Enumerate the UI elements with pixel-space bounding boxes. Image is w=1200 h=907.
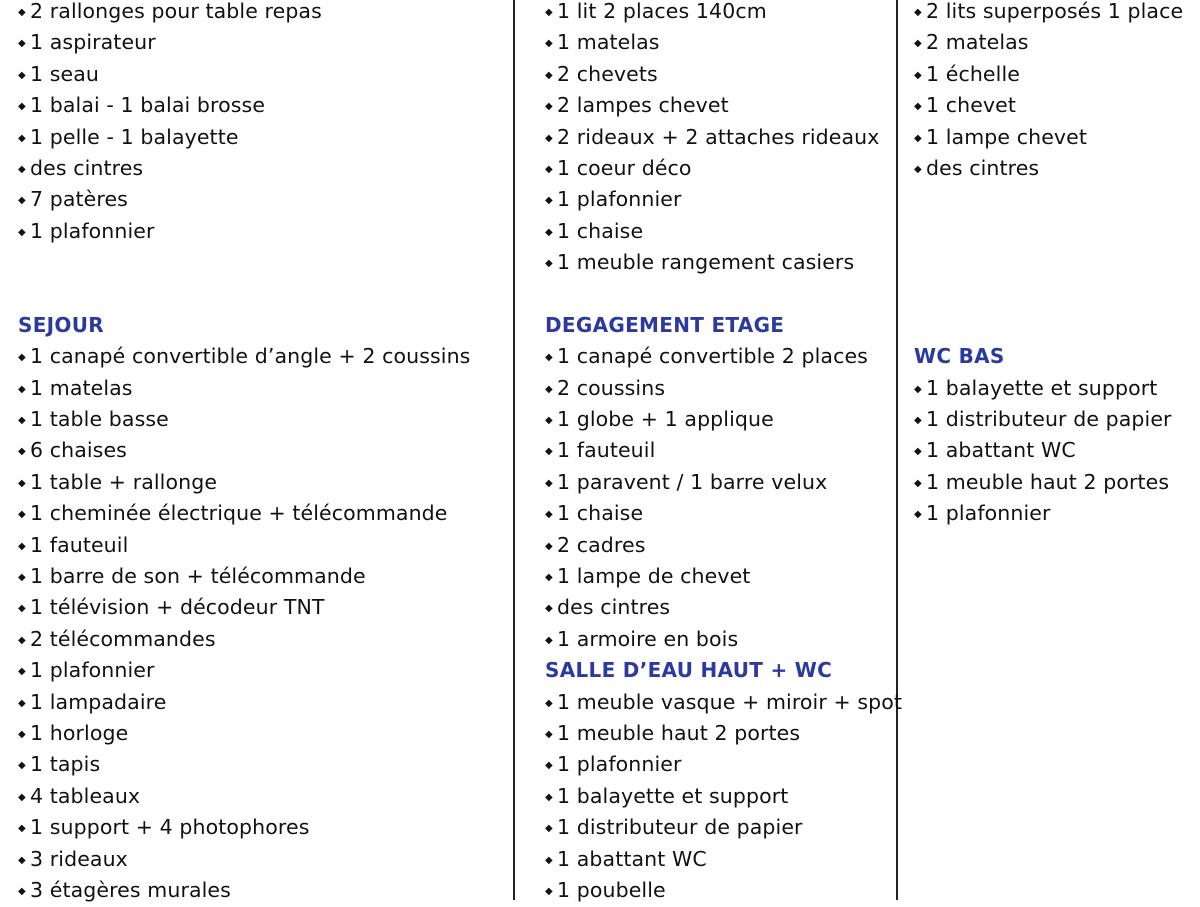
- inventory-item-label: 1 chevet: [926, 93, 1017, 118]
- inventory-item-label: 1 matelas: [30, 375, 133, 400]
- inventory-item: [545, 530, 893, 561]
- inventory-item-label: 2 rallonges pour table repas: [30, 0, 322, 23]
- inventory-item: [914, 27, 1200, 58]
- diamond-bullet-icon: ◆: [18, 728, 26, 740]
- section-spacer: [914, 279, 1200, 310]
- section-heading: WC BAS: [914, 344, 1005, 369]
- inventory-item: [545, 875, 893, 906]
- column-divider-2: [896, 0, 898, 900]
- diamond-bullet-icon: ◆: [545, 163, 553, 175]
- inventory-item: [545, 844, 893, 875]
- diamond-bullet-icon: ◆: [545, 572, 553, 584]
- inventory-item: [18, 341, 508, 372]
- diamond-bullet-icon: ◆: [18, 7, 26, 18]
- diamond-bullet-icon: ◆: [545, 38, 553, 50]
- inventory-item-label: 1 lampe chevet: [926, 124, 1087, 149]
- diamond-bullet-icon: ◆: [545, 509, 553, 521]
- diamond-bullet-icon: ◆: [18, 352, 26, 364]
- section-spacer: [18, 279, 508, 310]
- inventory-item: [914, 498, 1200, 529]
- inventory-item: [545, 467, 893, 498]
- inventory-item-label: 4 tableaux: [30, 783, 141, 808]
- inventory-item-label: 1 barre de son + télécommande: [30, 564, 366, 589]
- diamond-bullet-icon: ◆: [914, 7, 922, 18]
- inventory-item-label: 1 meuble vasque + miroir + spot: [557, 689, 903, 714]
- inventory-item-label: 1 globe + 1 applique: [557, 407, 774, 432]
- section-spacer: [545, 279, 893, 310]
- diamond-bullet-icon: ◆: [18, 666, 26, 678]
- diamond-bullet-icon: ◆: [545, 446, 553, 458]
- inventory-item: [545, 59, 893, 90]
- inventory-item: [914, 435, 1200, 466]
- inventory-item: [18, 781, 508, 812]
- inventory-item-label: 1 cheminée électrique + télécommande: [30, 501, 448, 526]
- inventory-item-label: 1 télévision + décodeur TNT: [30, 595, 325, 620]
- inventory-item: [18, 875, 508, 906]
- section-heading: DEGAGEMENT ETAGE: [545, 312, 785, 337]
- inventory-item: [18, 404, 508, 435]
- inventory-item: [545, 561, 893, 592]
- inventory-item: [545, 498, 893, 529]
- inventory-item: [18, 561, 508, 592]
- inventory-item-label: 2 lits superposés 1 place: [926, 0, 1184, 23]
- diamond-bullet-icon: ◆: [18, 38, 26, 50]
- column-divider-1: [513, 0, 515, 900]
- inventory-item: [18, 467, 508, 498]
- inventory-item: [18, 718, 508, 749]
- diamond-bullet-icon: ◆: [545, 697, 553, 709]
- diamond-bullet-icon: ◆: [914, 383, 922, 395]
- inventory-item: [545, 718, 893, 749]
- inventory-item: [545, 153, 893, 184]
- section-heading: SALLE D’EAU HAUT + WC: [545, 658, 833, 683]
- diamond-bullet-icon: ◆: [18, 101, 26, 113]
- diamond-bullet-icon: ◆: [914, 509, 922, 521]
- inventory-item: [914, 90, 1200, 121]
- diamond-bullet-icon: ◆: [18, 603, 26, 615]
- diamond-bullet-icon: ◆: [18, 477, 26, 489]
- inventory-item-label: 2 matelas: [926, 30, 1029, 55]
- inventory-item-label: 7 patères: [30, 187, 128, 212]
- inventory-item: [18, 122, 508, 153]
- inventory-item: [545, 341, 893, 372]
- diamond-bullet-icon: ◆: [18, 634, 26, 646]
- diamond-bullet-icon: ◆: [914, 415, 922, 427]
- diamond-bullet-icon: ◆: [914, 132, 922, 144]
- diamond-bullet-icon: ◆: [18, 226, 26, 238]
- inventory-item-label: 1 échelle: [926, 61, 1020, 86]
- inventory-item: [545, 624, 893, 655]
- inventory-item-label: 1 aspirateur: [30, 30, 156, 55]
- inventory-item-label: 1 lampe de chevet: [557, 564, 751, 589]
- inventory-item: [18, 498, 508, 529]
- inventory-item: [18, 624, 508, 655]
- inventory-item: [545, 592, 893, 623]
- inventory-item-label: des cintres: [557, 595, 671, 620]
- diamond-bullet-icon: ◆: [18, 446, 26, 458]
- inventory-item-label: 1 plafonnier: [557, 187, 682, 212]
- inventory-item: [545, 122, 893, 153]
- inventory-item-label: des cintres: [30, 155, 144, 180]
- diamond-bullet-icon: ◆: [18, 69, 26, 81]
- inventory-item-label: 6 chaises: [30, 438, 127, 463]
- section-spacer: [914, 216, 1200, 247]
- inventory-item-label: 1 support + 4 photophores: [30, 815, 310, 840]
- inventory-item: [18, 153, 508, 184]
- diamond-bullet-icon: ◆: [545, 540, 553, 552]
- inventory-item-label: 1 fauteuil: [30, 532, 129, 557]
- inventory-item-label: 1 chaise: [557, 501, 644, 526]
- inventory-item: [545, 247, 893, 278]
- inventory-item: [914, 153, 1200, 184]
- diamond-bullet-icon: ◆: [545, 69, 553, 81]
- inventory-item: [18, 216, 508, 247]
- inventory-item-label: 1 matelas: [557, 30, 660, 55]
- section-spacer: [914, 310, 1200, 341]
- inventory-item: [914, 404, 1200, 435]
- inventory-item-label: 2 télécommandes: [30, 626, 216, 651]
- inventory-item: [914, 373, 1200, 404]
- inventory-item-label: 1 table basse: [30, 407, 169, 432]
- inventory-item-label: 1 lampadaire: [30, 689, 167, 714]
- inventory-item-label: 1 table + rallonge: [30, 469, 218, 494]
- inventory-item-label: 1 pelle - 1 balayette: [30, 124, 239, 149]
- inventory-item: [545, 687, 903, 718]
- diamond-bullet-icon: ◆: [914, 101, 922, 113]
- diamond-bullet-icon: ◆: [914, 38, 922, 50]
- section-spacer: [18, 247, 508, 278]
- diamond-bullet-icon: ◆: [18, 509, 26, 521]
- inventory-column-3: [914, 0, 1200, 530]
- inventory-item: [914, 122, 1200, 153]
- section-spacer: [914, 184, 1200, 215]
- inventory-item: [18, 184, 508, 215]
- inventory-item-label: 2 rideaux + 2 attaches rideaux: [557, 124, 880, 149]
- diamond-bullet-icon: ◆: [914, 69, 922, 81]
- inventory-item: [18, 435, 508, 466]
- diamond-bullet-icon: ◆: [545, 383, 553, 395]
- inventory-item-label: 1 distributeur de papier: [557, 815, 803, 840]
- inventory-item-label: 1 chaise: [557, 218, 644, 243]
- diamond-bullet-icon: ◆: [545, 760, 553, 772]
- inventory-item-label: 1 canapé convertible 2 places: [557, 344, 868, 369]
- diamond-bullet-icon: ◆: [914, 163, 922, 175]
- diamond-bullet-icon: ◆: [545, 352, 553, 364]
- section-spacer: [914, 247, 1200, 278]
- diamond-bullet-icon: ◆: [18, 540, 26, 552]
- inventory-item: [18, 749, 508, 780]
- inventory-item: [18, 592, 508, 623]
- inventory-item-label: 1 abattant WC: [926, 438, 1076, 463]
- inventory-item-label: 1 balayette et support: [926, 375, 1158, 400]
- diamond-bullet-icon: ◆: [18, 760, 26, 772]
- inventory-item: [914, 0, 1200, 27]
- diamond-bullet-icon: ◆: [18, 791, 26, 803]
- inventory-item-label: 2 chevets: [557, 61, 658, 86]
- inventory-column-2: [545, 0, 903, 906]
- inventory-item: [545, 90, 893, 121]
- diamond-bullet-icon: ◆: [545, 477, 553, 489]
- inventory-item-label: 1 plafonnier: [30, 218, 155, 243]
- inventory-item-label: 1 plafonnier: [926, 501, 1051, 526]
- diamond-bullet-icon: ◆: [545, 415, 553, 427]
- inventory-item: [545, 404, 893, 435]
- inventory-item: [18, 0, 508, 27]
- diamond-bullet-icon: ◆: [18, 132, 26, 144]
- inventory-item: [545, 812, 893, 843]
- inventory-item-label: 2 lampes chevet: [557, 93, 729, 118]
- inventory-item-label: 1 meuble haut 2 portes: [557, 720, 801, 745]
- diamond-bullet-icon: ◆: [18, 415, 26, 427]
- inventory-item-label: des cintres: [926, 155, 1040, 180]
- diamond-bullet-icon: ◆: [18, 697, 26, 709]
- diamond-bullet-icon: ◆: [914, 446, 922, 458]
- inventory-item-label: 2 cadres: [557, 532, 646, 557]
- inventory-item: [914, 467, 1200, 498]
- inventory-item-label: 1 coeur déco: [557, 155, 692, 180]
- inventory-item-label: 1 poubelle: [557, 877, 666, 902]
- inventory-item: [545, 0, 893, 27]
- inventory-item-label: 1 plafonnier: [30, 658, 155, 683]
- inventory-item-label: 1 meuble rangement casiers: [557, 250, 855, 275]
- diamond-bullet-icon: ◆: [18, 823, 26, 835]
- diamond-bullet-icon: ◆: [545, 258, 553, 270]
- inventory-item: [545, 373, 893, 404]
- inventory-item: [545, 435, 893, 466]
- inventory-item-label: 2 coussins: [557, 375, 666, 400]
- section-heading: SEJOUR: [18, 312, 104, 337]
- inventory-item-label: 1 horloge: [30, 720, 129, 745]
- inventory-item-label: 1 fauteuil: [557, 438, 656, 463]
- inventory-item-label: 1 canapé convertible d’angle + 2 coussins: [30, 344, 471, 369]
- diamond-bullet-icon: ◆: [545, 101, 553, 113]
- inventory-item-label: 1 lit 2 places 140cm: [557, 0, 767, 23]
- inventory-item: [545, 749, 893, 780]
- inventory-item-label: 1 balayette et support: [557, 783, 789, 808]
- inventory-column-1: [18, 0, 508, 906]
- diamond-bullet-icon: ◆: [18, 885, 26, 897]
- inventory-item: [18, 812, 508, 843]
- inventory-item: [18, 655, 508, 686]
- inventory-item: [914, 59, 1200, 90]
- diamond-bullet-icon: ◆: [545, 226, 553, 238]
- inventory-item: [545, 27, 893, 58]
- diamond-bullet-icon: ◆: [18, 383, 26, 395]
- diamond-bullet-icon: ◆: [545, 603, 553, 615]
- inventory-item: [18, 373, 508, 404]
- diamond-bullet-icon: ◆: [545, 132, 553, 144]
- inventory-item: [18, 59, 508, 90]
- inventory-item: [18, 27, 508, 58]
- inventory-item-label: 1 meuble haut 2 portes: [926, 469, 1170, 494]
- diamond-bullet-icon: ◆: [914, 477, 922, 489]
- inventory-item: [18, 687, 508, 718]
- inventory-item-label: 1 plafonnier: [557, 752, 682, 777]
- inventory-item: [18, 530, 508, 561]
- diamond-bullet-icon: ◆: [545, 7, 553, 18]
- inventory-item-label: 1 distributeur de papier: [926, 407, 1172, 432]
- inventory-item-label: 1 tapis: [30, 752, 101, 777]
- inventory-item-label: 1 abattant WC: [557, 846, 707, 871]
- diamond-bullet-icon: ◆: [545, 791, 553, 803]
- diamond-bullet-icon: ◆: [545, 854, 553, 866]
- diamond-bullet-icon: ◆: [545, 634, 553, 646]
- diamond-bullet-icon: ◆: [18, 572, 26, 584]
- inventory-item: [18, 90, 508, 121]
- diamond-bullet-icon: ◆: [545, 885, 553, 897]
- inventory-item-label: 1 seau: [30, 61, 100, 86]
- inventory-item-label: 3 rideaux: [30, 846, 128, 871]
- inventory-item-label: 1 paravent / 1 barre velux: [557, 469, 828, 494]
- diamond-bullet-icon: ◆: [545, 823, 553, 835]
- inventory-item-label: 1 armoire en bois: [557, 626, 739, 651]
- diamond-bullet-icon: ◆: [18, 163, 26, 175]
- inventory-item: [545, 184, 893, 215]
- inventory-item: [545, 216, 893, 247]
- diamond-bullet-icon: ◆: [545, 728, 553, 740]
- inventory-item-label: 3 étagères murales: [30, 877, 231, 902]
- diamond-bullet-icon: ◆: [18, 195, 26, 207]
- inventory-item-label: 1 balai - 1 balai brosse: [30, 93, 266, 118]
- diamond-bullet-icon: ◆: [18, 854, 26, 866]
- inventory-item: [545, 781, 893, 812]
- diamond-bullet-icon: ◆: [545, 195, 553, 207]
- inventory-item: [18, 844, 508, 875]
